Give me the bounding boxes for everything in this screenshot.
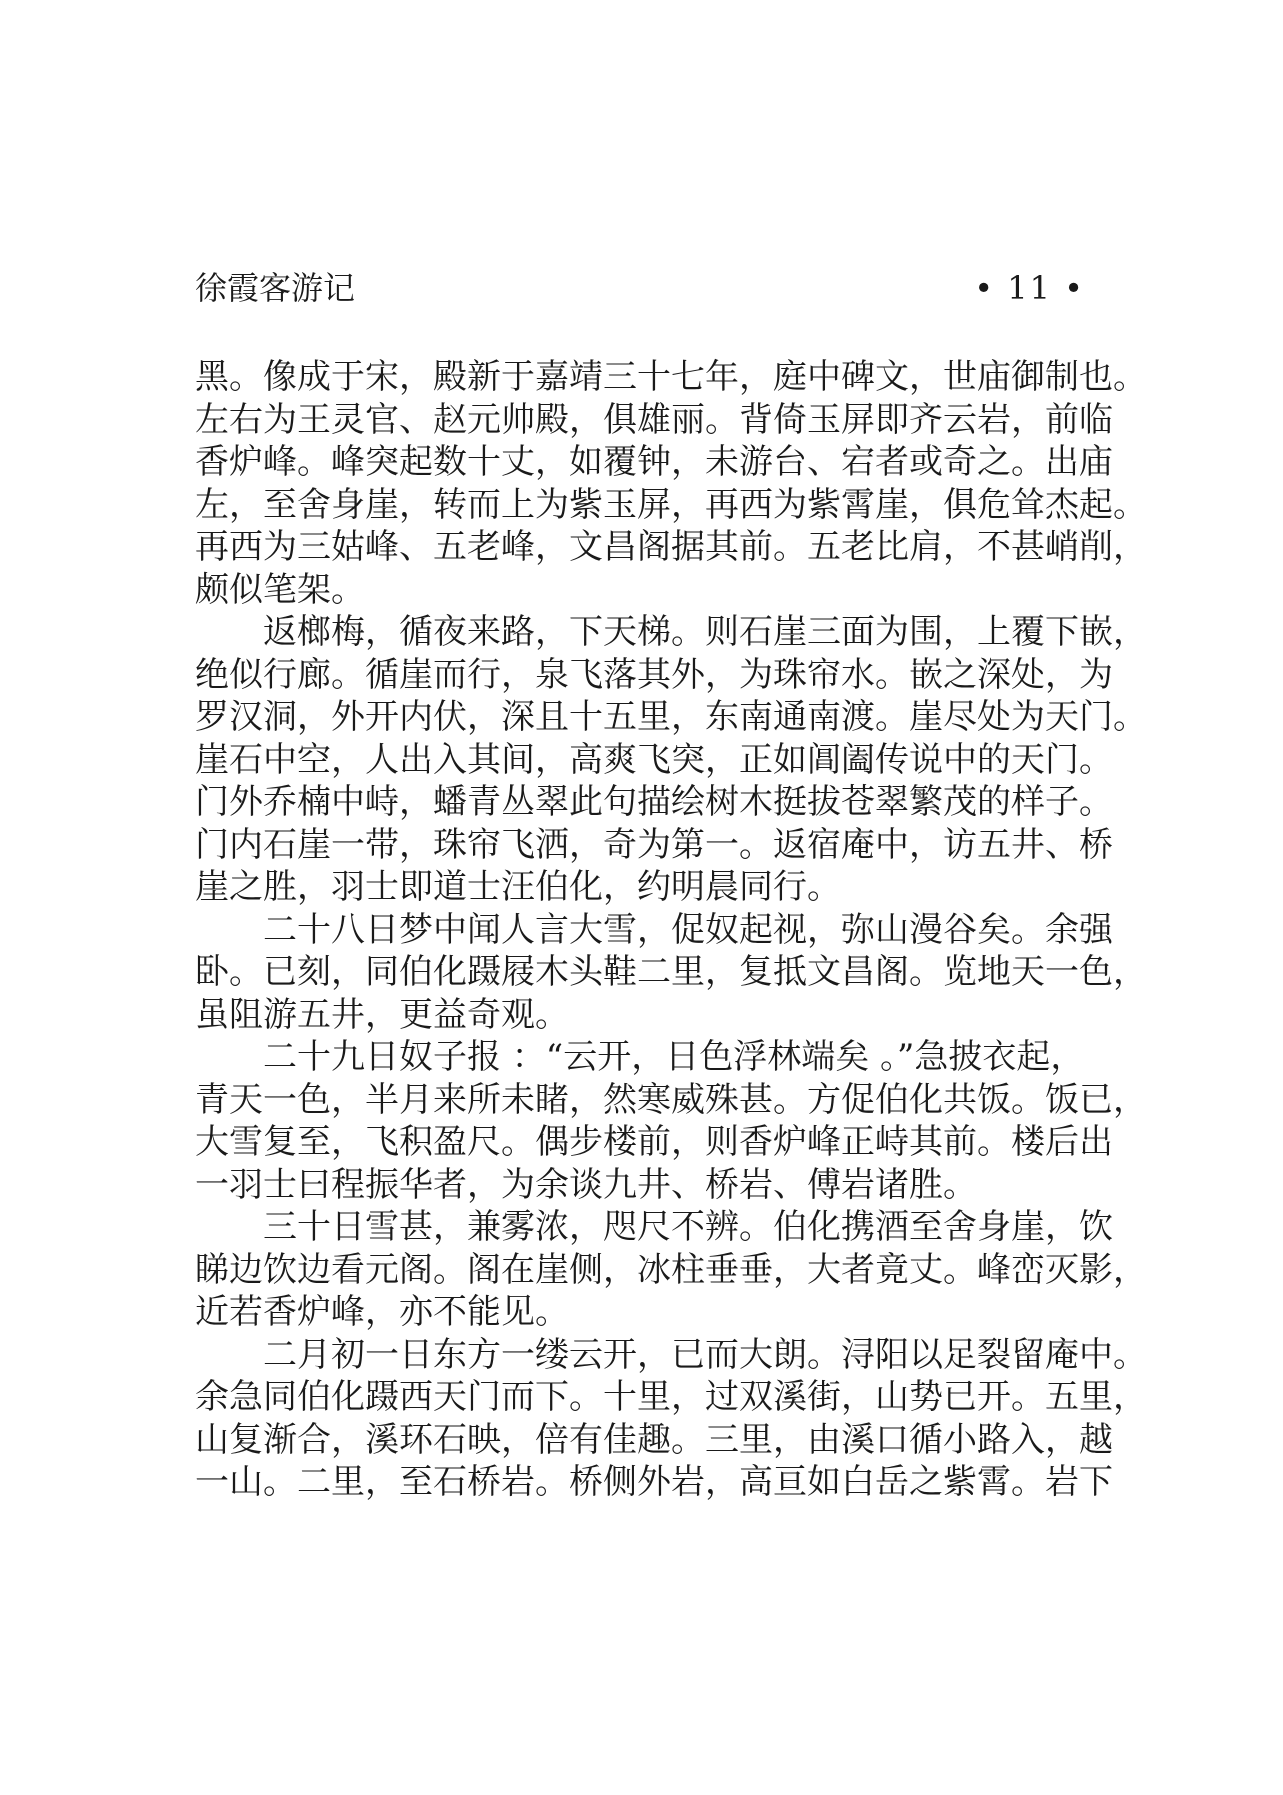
paragraph-start-line: 三十日雪甚，兼雾浓，咫尺不辨。伯化携酒至舍身崖，饮 [263,1207,1113,1247]
text-line: 黑。像成于宋，殿新于嘉靖三十七年，庭中碑文，世庙御制也。 [195,357,1147,397]
text-line: 虽阻游五井，更益奇观。 [195,994,569,1035]
body-text [195,356,1147,1504]
text-line: 门外乔楠中峙，蟠青丛翠此句描绘树木挺拔苍翠繁茂的样子。 [195,782,1113,822]
text-line: 再西为三姑峰、五老峰，文昌阁据其前。五老比肩，不甚峭削， [195,527,1147,567]
paragraph-start-line: 二十九日奴子报 ：“云开，日色浮林端矣 。”急披衣起， [263,1037,1085,1077]
text-line: 左，至舍身崖，转而上为紫玉屏，再西为紫霄崖，俱危耸杰起。 [195,484,1147,525]
text-line: 颇似笔架。 [195,569,365,610]
text-line: 一羽士曰程振华者，为余谈九井、桥岩、傅岩诸胜。 [195,1164,977,1205]
text-line: 崖之胜，羽士即道士汪伯化，约明晨同行。 [195,867,841,907]
text-line: 近若香炉峰，亦不能见。 [195,1292,569,1332]
text-line: 一山。二里，至石桥岩。桥侧外岩，高亘如白岳之紫霄。岩下 [195,1462,1113,1502]
paragraph-start-line: 返榔梅，循夜来路，下天梯。则石崖三面为围，上覆下嵌， [263,612,1147,652]
paragraph-start-line: 二月初一日东方一缕云开，已而大朗。浔阳以足裂留庵中。 [263,1334,1147,1375]
text-line: 香炉峰。峰突起数十丈，如覆钟，未游台、宕者或奇之。出庙 [195,442,1113,482]
text-line: 绝似行廊。循崖而行，泉飞落其外，为珠帘水。嵌之深处，为 [195,654,1113,695]
text-line: 大雪复至，飞积盈尺。偶步楼前，则香炉峰正峙其前。楼后出 [195,1122,1113,1162]
running-head [195,266,1085,310]
text-line: 余急同伯化蹑西天门而下。十里，过双溪街，山势已开。五里， [195,1377,1147,1417]
page-number: • 11 • [974,269,1085,307]
text-line: 左右为王灵官、赵元帅殿，俱雄丽。背倚玉屏即齐云岩，前临 [195,399,1113,440]
text-line: 睇边饮边看元阁。阁在崖侧，冰柱垂垂，大者竟丈。峰峦灭影， [195,1249,1147,1290]
text-line: 山复渐合，溪环石映，倍有佳趣。三里，由溪口循小路入，越 [195,1419,1113,1460]
text-line: 崖石中空，人出入其间，高爽飞突，正如阊阖传说中的天门。 [195,739,1113,780]
book-title: 徐霞客游记 [195,269,356,307]
paragraph-start-line: 二十八日梦中闻人言大雪，促奴起视，弥山漫谷矣。余强 [263,909,1113,950]
text-line: 卧。已刻，同伯化蹑屐木头鞋二里，复抵文昌阁。览地天一色， [195,952,1147,992]
text-line: 青天一色，半月来所未睹，然寒威殊甚。方促伯化共饭。饭已， [195,1079,1147,1120]
text-line: 门内石崖一带，珠帘飞洒，奇为第一。返宿庵中，访五井、桥 [195,824,1113,865]
text-line: 罗汉洞，外开内伏，深且十五里，东南通南渡。崖尽处为天门。 [195,697,1147,737]
